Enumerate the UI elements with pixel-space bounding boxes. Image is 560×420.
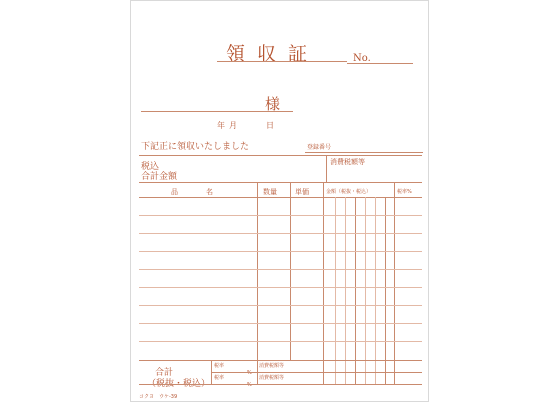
amount-subcol-6 [385,197,386,384]
form-footer: コクヨ ウケ-39 [139,394,178,400]
amount-subcol-3 [355,197,356,384]
amount-subcol-1 [335,197,336,384]
registration-number-label: 登録番号 [307,144,332,151]
registration-line [305,152,423,153]
col-unit-price-header: 単価 [295,188,309,196]
summary-consumption-tax-2: 消費税額等 [259,375,285,381]
table-row-line [139,215,422,216]
amount-box-bottom [139,182,422,183]
summary-consumption-tax-1: 消費税額等 [259,363,285,369]
summary-tax-rate-1: 税率 [214,363,225,369]
receipt-statement: 下記正に領収いたしました [141,142,250,152]
summary-bottom-line [139,384,422,385]
amount-subcol-4 [365,197,366,384]
table-row-line [139,323,422,324]
summary-percent-2: % [247,382,252,388]
addressee-line [141,111,293,112]
summary-top-line [139,360,422,361]
date-month-text: 月 [229,121,237,130]
summary-mid-line [211,372,422,373]
col-tax-rate-header: 税率% [397,189,412,195]
total-amount-label: 合計金額 [141,172,178,182]
table-header-bottom [139,197,422,198]
amount-subcol-2 [345,197,346,384]
col-divider-unit [323,182,324,384]
amount-box-top [139,155,422,156]
amount-box-divider [326,155,327,182]
amount-subcol-5 [375,197,376,384]
table-row-line [139,287,422,288]
table-row-line [139,341,422,342]
title-underline [217,61,347,62]
summary-total-label: 合計 [155,368,174,378]
addressee-honorific: 様 [265,95,281,113]
receipt-number-line [347,63,413,64]
tax-included-label: 税込 [141,162,160,172]
table-row-line [139,251,422,252]
receipt-number-label: No. [353,53,371,64]
table-row-line [139,305,422,306]
consumption-tax-label: 消費税額等 [330,158,365,166]
col-divider-amount [394,182,395,384]
col-divider-quantity [290,182,291,360]
table-row-line [139,269,422,270]
col-item-header: 品 名 [171,188,213,196]
summary-total-sub: （税抜・税込） [147,379,211,389]
summary-tax-rate-2: 税率 [214,375,225,381]
col-quantity-header: 数量 [263,188,277,196]
table-row-line [139,233,422,234]
receipt-title: 領収証 [226,43,320,65]
summary-percent-1: % [247,370,252,376]
date-day-label: 日 [266,121,274,130]
date-year-label: 年 [217,121,225,130]
col-amount-header: 金額（税抜・税込） [326,189,372,195]
receipt-form [130,0,429,402]
col-divider-item [257,182,258,384]
